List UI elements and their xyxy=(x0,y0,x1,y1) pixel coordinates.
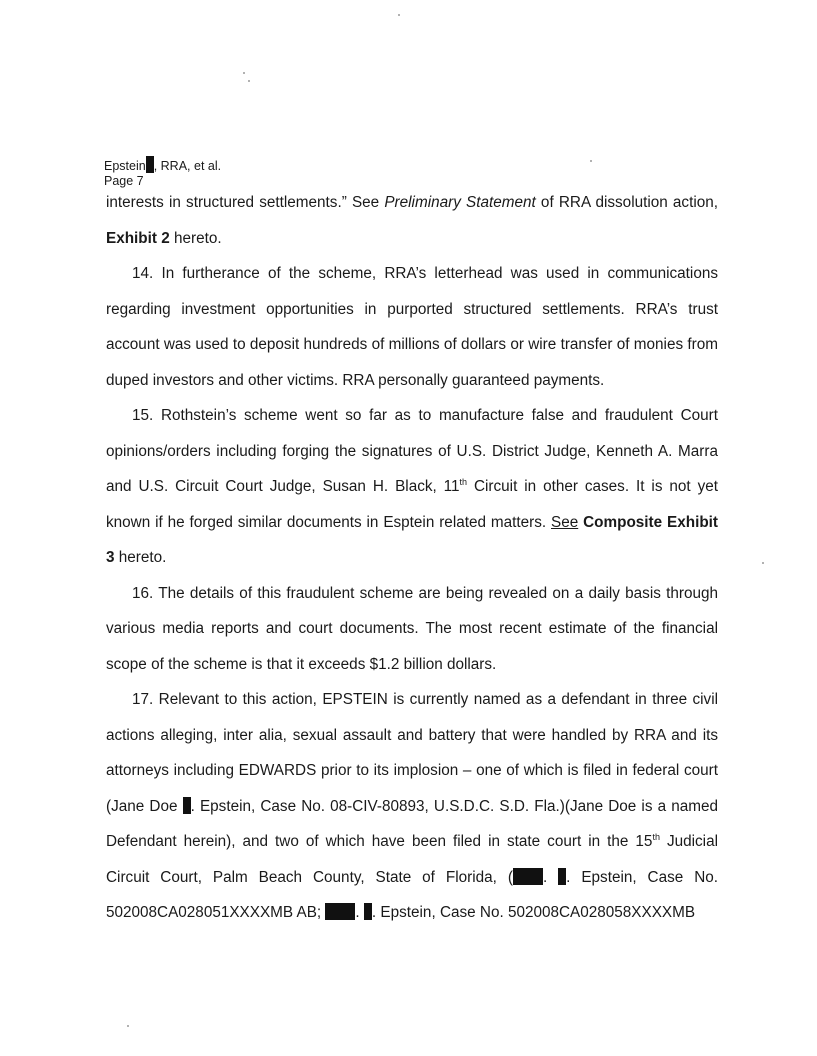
scan-speck xyxy=(243,72,245,74)
see-reference: See xyxy=(551,513,579,531)
paragraph-15: 15. Rothstein’s scheme went so far as to manufacture false and fraudulent Court opinions/orders including forging the signatures of U.S. District Judge, Kenneth A. Marra and U.S. Circuit Court Judge, Susan H. Black, 11th Circuit in other cases. It is not yet known if he forged similar documents in Esptein related matters. See Composite Exhibit 3 hereto. xyxy=(106,407,719,566)
scan-speck xyxy=(248,80,250,82)
page-number: Page 7 xyxy=(104,174,144,188)
paragraph-16: 16. The details of this fraudulent scheme are being revealed on a daily basis through various media reports and court documents. The most recent estimate of the financial scope of the scheme is that it exceeds $1.2 billion dollars. xyxy=(106,584,718,673)
redaction-bar xyxy=(325,903,355,920)
redaction-bar xyxy=(513,868,543,885)
exhibit-reference: Exhibit 2 xyxy=(106,229,170,247)
redaction-bar xyxy=(364,903,372,920)
document-body xyxy=(106,185,718,931)
scan-speck xyxy=(590,160,592,162)
document-title-reference: Preliminary Statement xyxy=(384,194,536,211)
redaction-bar xyxy=(146,156,154,173)
scan-speck xyxy=(762,562,764,564)
paragraph-continued: interests in structured settlements.” See Preliminary Statement of RRA dissolution action, Exhibit 2 hereto. xyxy=(106,194,718,247)
redaction-bar xyxy=(558,868,566,885)
exhibit-reference: Composite Exhibit 3 xyxy=(106,513,719,566)
paragraph-14: 14. In furtherance of the scheme, RRA’s letterhead was used in communications regarding investment opportunities in purported structured settlements. RRA’s trust account was used to deposit hundreds of millions of dollars or wire transfer of monies from duped investors and other victims. RRA personally guaranteed payments. xyxy=(106,265,718,389)
case-caption: Epstein , RRA, et al. xyxy=(104,156,221,174)
scan-speck xyxy=(127,1025,129,1027)
redaction-bar xyxy=(183,797,191,814)
scan-speck xyxy=(398,14,400,16)
paragraph-17: 17. Relevant to this action, EPSTEIN is currently named as a defendant in three civil actions alleging, inter alia, sexual assault and battery that were handled by RRA and its attorneys including EDWARDS prior to its implosion – one of which is filed in federal court (Jane Doe . Epstein, Case No. 08-CIV-80893, U.S.D.C. S.D. Fla.)(Jane Doe is a named Defendant herein), and two of which have been filed in state court in the 15th Judicial Circuit Court, Palm Beach County, State of Florida, ( . . Epstein, Case No. 502008CA028051XXXXMB AB; . . Epstein, Case No. 502008CA028058XXXXMB xyxy=(106,691,719,921)
